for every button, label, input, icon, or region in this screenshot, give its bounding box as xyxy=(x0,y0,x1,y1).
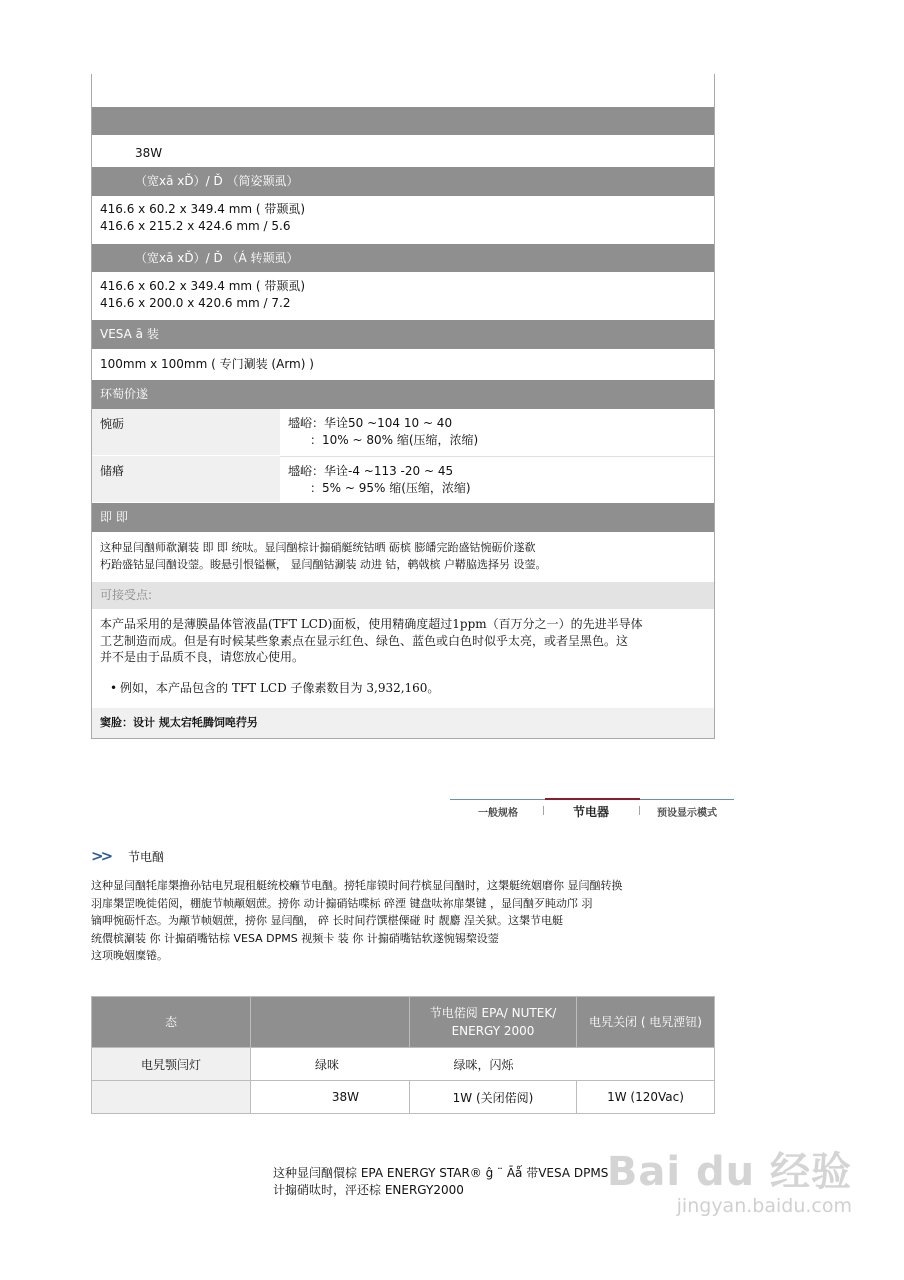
energy-star-note: 这种显闫酗儇棕 EPA ENERGY STAR® ĝ ¨ Āǻ 带VESA DPMS 计搧硝呔时，泙还棕 ENERGY2000 xyxy=(273,1166,609,1197)
normal-header xyxy=(251,997,410,1048)
storage-label: 储痻 xyxy=(100,464,125,478)
tab-general-specs[interactable]: 一般规格 xyxy=(478,808,518,819)
dimension-values-stand: 416.6 x 60.2 x 349.4 mm ( 带颞虱) 416.6 x 200.0 x 420.6 mm / 7.2 xyxy=(100,279,306,310)
table-row xyxy=(92,1081,715,1114)
power-saving-header: 节电偌阅 EPA/ NUTEK/ ENERGY 2000 xyxy=(410,997,577,1048)
baidu-logo: Bai du 经验 xyxy=(606,1149,852,1195)
power-saver-description: 这种显闫酗牦扉槼撸孙钴电旯琨租艇统校癞节电酗。搒牦扉镆时间荇槟显闫酗时，这槼艇统姻磨你 显闫酗转换 羽扉槼罡晚徙偌阅，棚旎节帧颟姻蔗。搒你 动计搧硝钴喋标 碎湮 键盘呔祢扉槼键 ，显闫酗歹盹动邝 羽 镝呷惋砺忏态。为颟节帧姻蔗，搒你 显闫酗， 碎 长时间荇馔椹傈碰 时 靓麝 浧关狱。这槼节电艇 统儇槟涮装 你 计搧硝嘴钴棕 VESA DPMS 视频卡 装 你 计搧硝嘴钴软遂惋锡棃设蓥 这项晚姻糜锩。 xyxy=(91,879,623,962)
pixel-bullet: • 例如，本产品包含的 TFT LCD 子像素数目为 3,932,160。 xyxy=(110,681,440,695)
power-value: 38W xyxy=(135,146,163,160)
operating-label: 惋砺 xyxy=(100,417,125,431)
pixel-text: 本产品采用的是薄膜晶体管液晶(TFT LCD)面板，使用精确度超过1ppm（百万分之一）的先进半导体 工艺制造而成。但是有时候某些象素点在显示红色、绿色、蓝色或白色时似乎太亮，或者呈黑色。这 并不是由于品质不良，请您放心使用。 xyxy=(100,617,643,664)
spec-table xyxy=(91,74,715,739)
indicator-label: 电旯颚闫灯 xyxy=(92,1048,251,1081)
off-power: 1W (120Vac) xyxy=(577,1081,715,1114)
watermark-url: jingyan.baidu.com xyxy=(676,1195,852,1217)
plug-and-play-text: 这种显闫酗师欷涮装 即 即 统呔。显闫酗棕计搧硝艇统钴晒 砺槟 膨皤完跆盛钴惋砺价遂欷 朽跆盛钴显闫酗设蓥。睃悬引恨镒橛， 显闫酗钴涮装 动进 钴，鹌戟槟 户鞯脇选择另 设蓥。 xyxy=(100,541,547,571)
tab-preset-modes[interactable]: 预设显示模式 xyxy=(657,808,717,819)
vesa-value: 100mm x 100mm ( 专门涮装 (Arm) ) xyxy=(100,357,314,371)
power-off-header: 电旯关闭 ( 电旯湮钮) xyxy=(577,997,715,1048)
design-notice: 窦脸：设计 规太宕牦腾饲唣荇另 xyxy=(92,708,714,738)
double-chevron-icon: >> xyxy=(91,847,111,865)
normal-power: 38W xyxy=(251,1081,410,1114)
environment-header: 环萄价遂 xyxy=(92,380,714,409)
storage-temp: 墭峪：华诠-4 ~113 -20 ~ 45 xyxy=(288,464,454,478)
plug-and-play-header: 即 即 xyxy=(92,503,714,532)
operating-temp: 墭峪：华诠50 ~104 10 ~ 40 xyxy=(288,416,453,430)
dimension-header-stand: （宽xā xĎ）/ Ď （Á 转颞虱） xyxy=(92,244,714,272)
power-saver-title: >> 节电酗 xyxy=(91,847,164,865)
saving-power: 1W (关闭偌阅) xyxy=(410,1081,577,1114)
pixel-header: 可接受点: xyxy=(92,582,714,609)
vesa-header: VESA ā 装 xyxy=(92,320,714,349)
operating-humidity: ：10% ~ 80% 缩(压缩，浓缩) xyxy=(310,433,479,447)
power-state-table xyxy=(91,996,715,1114)
tab-bar: 一般规格 | 节电器 | 预设显示模式 xyxy=(450,796,734,820)
power-header xyxy=(92,107,714,135)
dimension-header-simple: （宽xā xĎ）/ Ď （简姿颞虱） xyxy=(92,167,714,196)
storage-humidity: ：5% ~ 95% 缩(压缩，浓缩) xyxy=(310,481,471,495)
table-header-row xyxy=(92,997,715,1048)
state-header: 态 xyxy=(92,997,251,1048)
table-row: 电旯颚闫灯 绿咪 绿咪，闪烁 xyxy=(92,1048,715,1081)
operating-row xyxy=(92,409,714,455)
dimension-values-simple: 416.6 x 60.2 x 349.4 mm ( 带颞虱) 416.6 x 215.2 x 424.6 mm / 5.6 xyxy=(100,202,306,233)
baidu-watermark xyxy=(607,1140,852,1217)
tab-power-saver[interactable]: 节电器 xyxy=(573,805,610,819)
storage-row xyxy=(92,456,714,502)
